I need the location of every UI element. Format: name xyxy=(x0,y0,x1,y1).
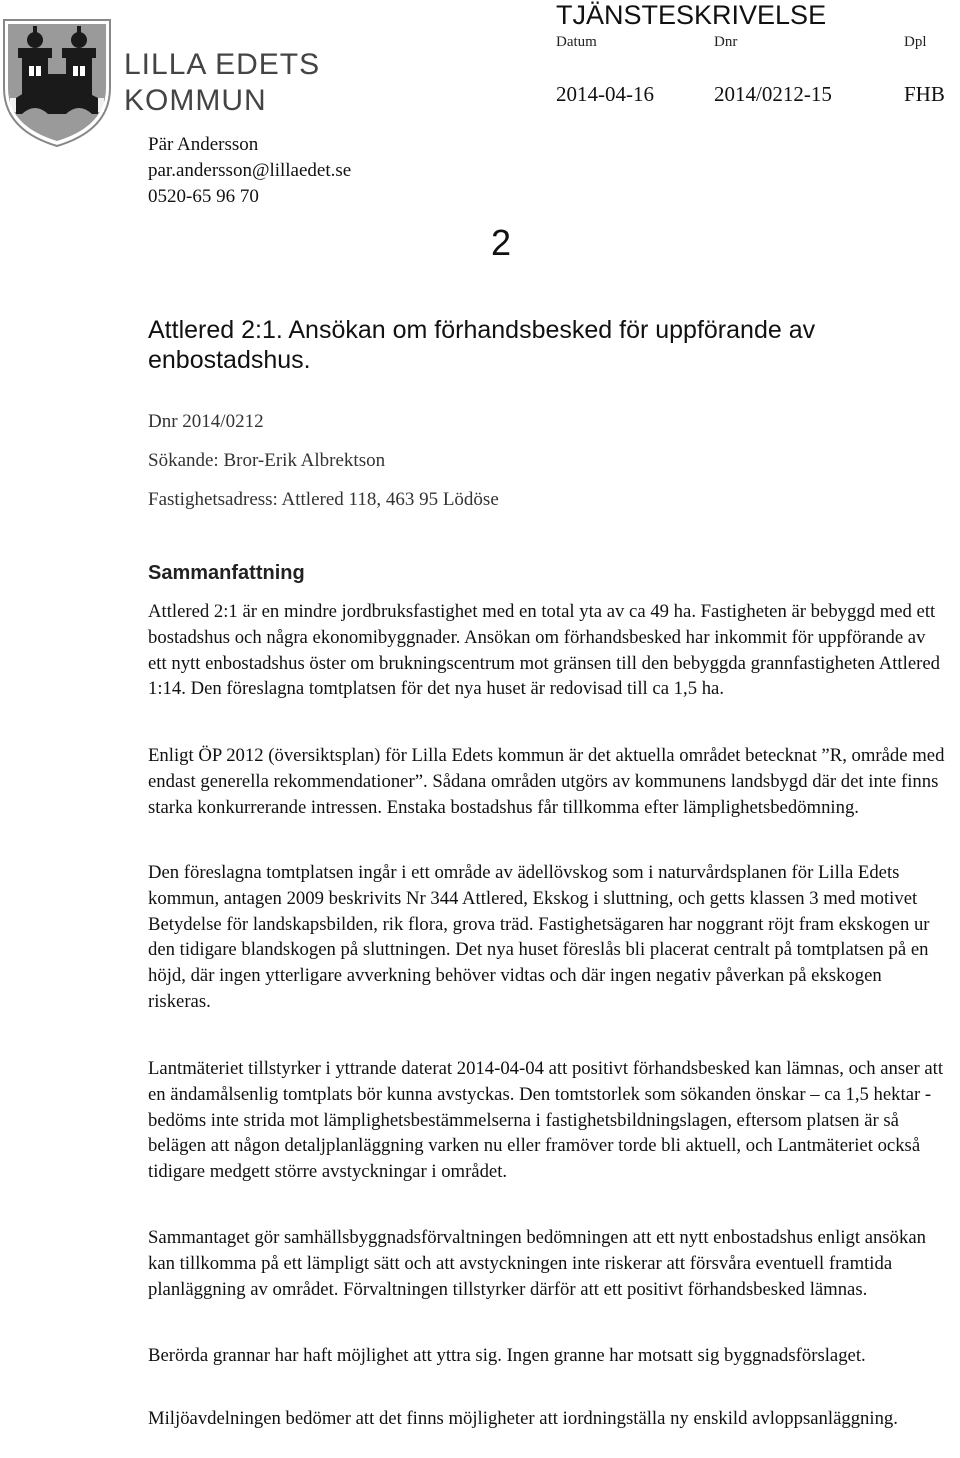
sender-email: par.andersson@lillaedet.se xyxy=(148,160,352,181)
case-dnr: Dnr 2014/0212 xyxy=(148,411,264,432)
summary-paragraph-4: Lantmäteriet tillstyrker i yttrande daterat 2014-04-04 att positivt förhandsbesked kan lämnas, och anser att en ändamålsenlig tomtplats bör kunna avstyckas. Den tomtstorlek som sökanden önskar – ca 1,5 hektar - bedöms inte strida mot lämplighetsbestämmelserna i fastighetsbildningslagen, eftersom platsen är så belägen att någon detaljplanläggning varken nu eller framöver torde bli aktuell, och Lantmäteriet också tidigare medgett större avstyckningar i området. xyxy=(148,1058,944,1183)
date-value: 2014-04-16 xyxy=(556,82,654,106)
dnr-value: 2014/0212-15 xyxy=(714,82,832,106)
summary-paragraph-3: Den föreslagna tomtplatsen ingår i ett område av ädellövskog som i naturvårdsplanen för Lilla Edets kommun, antagen 2009 beskrivits Nr 344 Attlered, Ekskog i sluttning, och getts klassen 3 med motivet Betydelse för landskapsbilden, rik flora, grova träd. Fastighetsägaren har noggrant röjt fram ekskogen ur den tidigare blandskogen på sluttningen. Det nya huset föreslås bli placerat centralt på tomtplatsen på en höjd, där ingen ytterligare avverkning behöver vidtas och där ingen negativ påverkan på ekskogen riskeras. xyxy=(148,862,930,1012)
summary-paragraph-1: Attlered 2:1 är en mindre jordbruksfastighet med en total yta av ca 49 ha. Fastigheten är bebyggd med ett bostadshus och några ekonomibyggnader. Ansökan om förhandsbesked har inkommit för uppförande av ett nytt enbostadshus öster om brukningscentrum mot gränsen till den bebyggda grannfastigheten Attlered 1:14. Den föreslagna tomtplatsen för det nya huset är redovisad till ca 1,5 ha. xyxy=(148,601,940,700)
sender-phone: 0520-65 96 70 xyxy=(148,186,259,207)
summary-heading: Sammanfattning xyxy=(148,562,305,584)
dnr-label: Dnr xyxy=(714,34,738,50)
sender-name: Pär Andersson xyxy=(148,134,259,155)
summary-paragraph-7: Miljöavdelningen bedömer att det finns möjligheter att iordningställa ny enskild avloppsanläggning. xyxy=(148,1408,898,1429)
summary-paragraph-5: Sammantaget gör samhällsbyggnadsförvaltningen bedömningen att ett nytt enbostadshus enligt ansökan kan tillkomma på ett lämpligt sätt och att avstyckningen inte riskerar att försvåra eventuell framtida planläggning av området. Förvaltningen tillstyrker därför att ett positivt förhandsbesked lämnas. xyxy=(148,1227,926,1300)
document-type: TJÄNSTESKRIVELSE xyxy=(556,0,827,30)
date-label: Datum xyxy=(556,34,597,50)
logo-line2: KOMMUN xyxy=(124,84,267,117)
coat-of-arms-icon xyxy=(2,18,114,148)
dpl-value: FHB xyxy=(904,82,945,106)
municipality-logo xyxy=(0,0,321,150)
summary-paragraph-2: Enligt ÖP 2012 (översiktsplan) för Lilla Edets kommun är det aktuella området betecknat ”R, område med endast generella rekommendationer”. Sådana områden utgörs av kommunens landsbygd där det inte finns starka konkurrerande intressen. Enstaka bostadshus får tillkomma efter lämplighetsbedömning. xyxy=(148,745,945,818)
page-number: 2 xyxy=(491,222,512,263)
case-applicant: Sökande: Bror-Erik Albrektson xyxy=(148,450,386,471)
dpl-label: Dpl xyxy=(904,34,927,50)
logo-line1: LILLA EDETS xyxy=(124,48,321,81)
document-title: Attlered 2:1. Ansökan om förhandsbesked för uppförande av enbostadshus. xyxy=(148,316,816,374)
summary-paragraph-6: Berörda grannar har haft möjlighet att yttra sig. Ingen granne har motsatt sig byggnadsförslaget. xyxy=(148,1345,866,1366)
case-address: Fastighetsadress: Attlered 118, 463 95 Lödöse xyxy=(148,489,499,510)
